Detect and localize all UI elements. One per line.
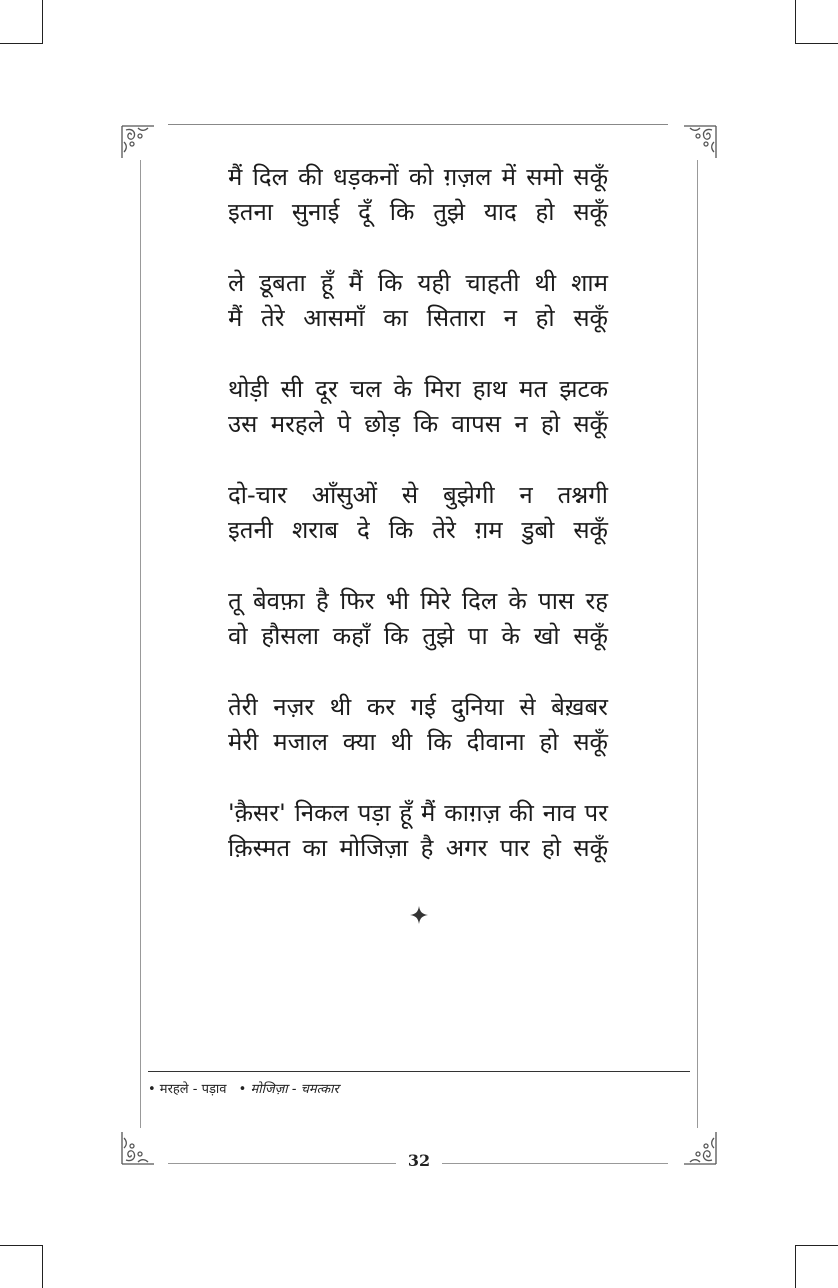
poem-line: थोड़ी सी दूर चल के मिरा हाथ मत झटक: [228, 375, 608, 403]
page-number: 32: [407, 1151, 431, 1170]
poem-line: उस मरहले पे छोड़ कि वापस न हो सकूँ: [228, 410, 608, 438]
crop-mark-bottom-left-horizontal: [0, 1245, 42, 1246]
footnote-mojiza: • मोजिज़ा - चमत्कार: [238, 1082, 339, 1097]
stanza: [228, 372, 608, 442]
stanza: [228, 796, 608, 866]
poem-line: तेरी नज़र थी कर गई दुनिया से बेख़बर: [228, 693, 608, 721]
poem-line: इतना सुनाई दूँ कि तुझे याद हो सकूँ: [228, 198, 608, 226]
stanza: [228, 266, 608, 336]
frame-bottom-right-line: [442, 1163, 668, 1164]
four-point-star-icon: [409, 905, 429, 925]
frame-right-line: [697, 160, 698, 1128]
floral-corner-ornament-icon: [680, 122, 720, 162]
crop-mark-top-right-horizontal: [796, 43, 838, 44]
poem-line: मेरी मजाल क्या थी कि दीवाना हो सकूँ: [228, 728, 608, 756]
stanza: [228, 584, 608, 654]
poem-line: मैं दिल की धड़कनों को ग़ज़ल में समो सकूँ: [228, 163, 608, 191]
frame-top-line: [168, 124, 668, 125]
stanza: [228, 690, 608, 760]
poem-line: दो-चार आँसुओं से बुझेगी न तश्नगी: [228, 481, 608, 509]
poem-line: क़िस्मत का मोजिज़ा है अगर पार हो सकूँ: [228, 834, 608, 862]
poem-line: मैं तेरे आसमाँ का सितारा न हो सकूँ: [228, 304, 608, 332]
floral-corner-ornament-icon: [118, 122, 158, 162]
poem-line: 'क़ैसर' निकल पड़ा हूँ मैं काग़ज़ की नाव पर: [228, 799, 608, 827]
crop-mark-top-right-vertical: [795, 0, 796, 44]
crop-mark-top-left-horizontal: [0, 43, 42, 44]
stanza: [228, 478, 608, 548]
crop-mark-bottom-right-vertical: [795, 1245, 796, 1288]
floral-corner-ornament-icon: [118, 1128, 158, 1168]
crop-mark-bottom-left-vertical: [42, 1245, 43, 1288]
footnotes: [148, 1079, 347, 1097]
poem-line: ले डूबता हूँ मैं कि यही चाहती थी शाम: [228, 269, 608, 297]
stanza: [228, 160, 608, 230]
crop-mark-top-left-vertical: [42, 0, 43, 44]
footnote-marhale: • मरहले - पड़ाव: [148, 1082, 227, 1097]
crop-mark-bottom-right-horizontal: [796, 1245, 838, 1246]
poem-line: वो हौसला कहाँ कि तुझे पा के खो सकूँ: [228, 622, 608, 650]
poem-line: इतनी शराब दे कि तेरे ग़म डुबो सकूँ: [228, 516, 608, 544]
poem-line: तू बेवफ़ा है फिर भी मिरे दिल के पास रह: [228, 587, 608, 615]
frame-bottom-left-line: [168, 1163, 396, 1164]
footnote-divider: [148, 1071, 690, 1072]
poem-body: [228, 160, 608, 902]
floral-corner-ornament-icon: [680, 1128, 720, 1168]
frame-left-line: [140, 160, 141, 1128]
